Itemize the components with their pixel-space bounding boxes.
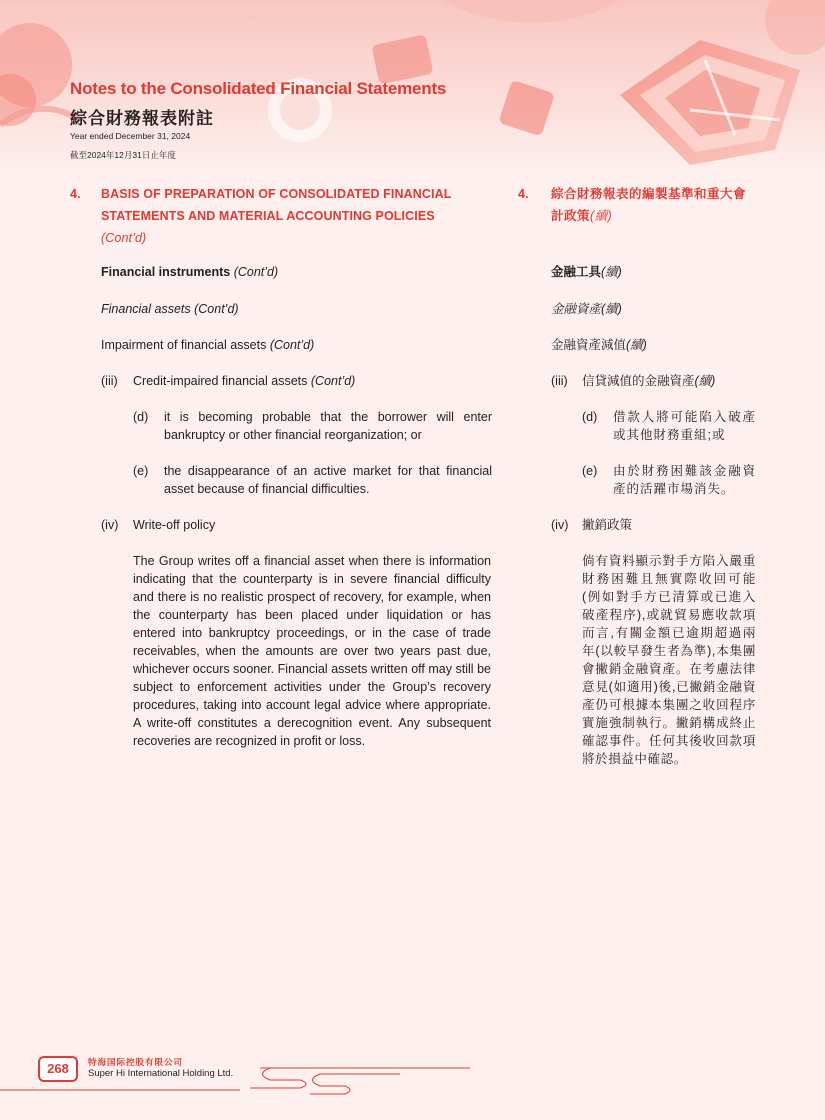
section-number-chinese: 4. (518, 187, 529, 201)
item-d-text-chinese: 借款人將可能陷入破產或其他財務重組;或 (613, 410, 756, 442)
page-header-title-chinese: 綜合財務報表附註 (70, 109, 214, 128)
section-title-text: BASIS OF PREPARATION OF CONSOLIDATED FINANCIAL STATEMENTS AND MATERIAL ACCOUNTING POLICIES (101, 187, 452, 223)
item-iii-chinese-contd: (續) (694, 374, 716, 388)
heading-financial-assets-chinese: 金融資產(續) (551, 302, 622, 316)
heading-impairment-contd: (Cont’d) (269, 338, 315, 352)
section-contd-chinese: (續) (590, 209, 613, 223)
item-d-number-chinese: (d) (582, 410, 598, 424)
heading-financial-instruments-chinese (551, 263, 622, 281)
item-iv-number-chinese: (iv) (551, 518, 569, 532)
heading-impairment-chinese (551, 336, 647, 354)
heading-financial-instruments-text: Financial instruments (101, 265, 231, 279)
heading-impairment-text: Impairment of financial assets (101, 338, 267, 352)
item-iv-heading-chinese: 撇銷政策 (582, 518, 633, 532)
footer-company: Super Hi International Holding Ltd. (88, 1068, 234, 1079)
section-title-chinese (551, 183, 756, 227)
page-number-badge: 268 (38, 1056, 78, 1082)
page-header-title: Notes to the Consolidated Financial Statements (70, 79, 447, 98)
item-iii-number-chinese: (iii) (551, 374, 568, 388)
writeoff-paragraph-chinese: 倘有資料顯示對手方陷入嚴重財務困難且無實際收回可能(例如對手方已清算或已進入破產程序),或就貿易應收款項而言,有關金額已逾期超過兩年(以較早發生者為準),本集團會撇銷金融資產。在考慮法律意見(如適用)後,已撇銷金融資產仍可根據本集團之收回程序實施強制執行。撇銷構成終止確認事件。任何其後收回款項將於損益中確認。 (582, 554, 756, 766)
item-iii-contd: (Cont’d) (310, 374, 356, 388)
section-title-chinese-text: 綜合財務報表的編製基準和重大會計政策 (551, 187, 747, 223)
heading-financial-assets: Financial assets (Cont’d) (101, 302, 239, 316)
section-number: 4. (70, 187, 81, 201)
heading-financial-instruments (101, 263, 278, 281)
footer-wave-decoration (0, 1060, 480, 1100)
item-e-text: the disappearance of an active market for that financial asset because of financial difficulties. (164, 464, 492, 496)
footer-company-chinese: 特海国际控股有限公司 (88, 1057, 184, 1067)
heading-impairment (101, 336, 314, 354)
heading-impairment-chinese-contd: (續) (626, 338, 647, 352)
heading-financial-instruments-chinese-text: 金融工具 (551, 265, 602, 279)
section-contd: (Cont’d) (101, 231, 147, 245)
heading-financial-instruments-chinese-contd: (續) (601, 265, 622, 279)
item-e-number: (e) (133, 464, 149, 478)
item-iv-heading: Write-off policy (133, 518, 216, 532)
writeoff-paragraph: The Group writes off a financial asset when there is information indicating that the counterparty is in severe financial difficulty and there is no realistic prospect of recovery, for example, when the counterparty has been placed under liquidation or has entered into bankruptcy proceedings, or in the case of trade receivables, when the amounts are over two years past due, whichever occurs sooner. Financial assets written off may still be subject to enforcement activities under the Group’s recovery procedures, taking into account legal advice where appropriate. A write-off constitutes a derecognition event. Any subsequent recoveries are recognized in profit or loss. (133, 554, 491, 748)
item-iii-heading-chinese (582, 372, 715, 390)
item-iii-chinese-text: 信貸減值的金融資產 (582, 374, 695, 388)
heading-financial-instruments-contd: (Cont’d) (233, 265, 279, 279)
heading-impairment-chinese-text: 金融資產減值 (551, 338, 627, 352)
item-e-number-chinese: (e) (582, 464, 598, 478)
item-d-text: it is becoming probable that the borrower will enter bankruptcy or other financial reorganization; or (164, 410, 492, 442)
item-iv-number: (iv) (101, 518, 119, 532)
section-title (101, 183, 493, 249)
page-header-year-chinese: 截至2024年12月31日止年度 (70, 150, 176, 160)
item-d-number: (d) (133, 410, 149, 424)
page-header-year: Year ended December 31, 2024 (70, 131, 191, 141)
item-iii-heading (133, 372, 355, 390)
item-e-text-chinese: 由於財務困難該金融資產的活躍市場消失。 (613, 464, 756, 496)
item-iii-number: (iii) (101, 374, 118, 388)
item-iii-text: Credit-impaired financial assets (133, 374, 308, 388)
